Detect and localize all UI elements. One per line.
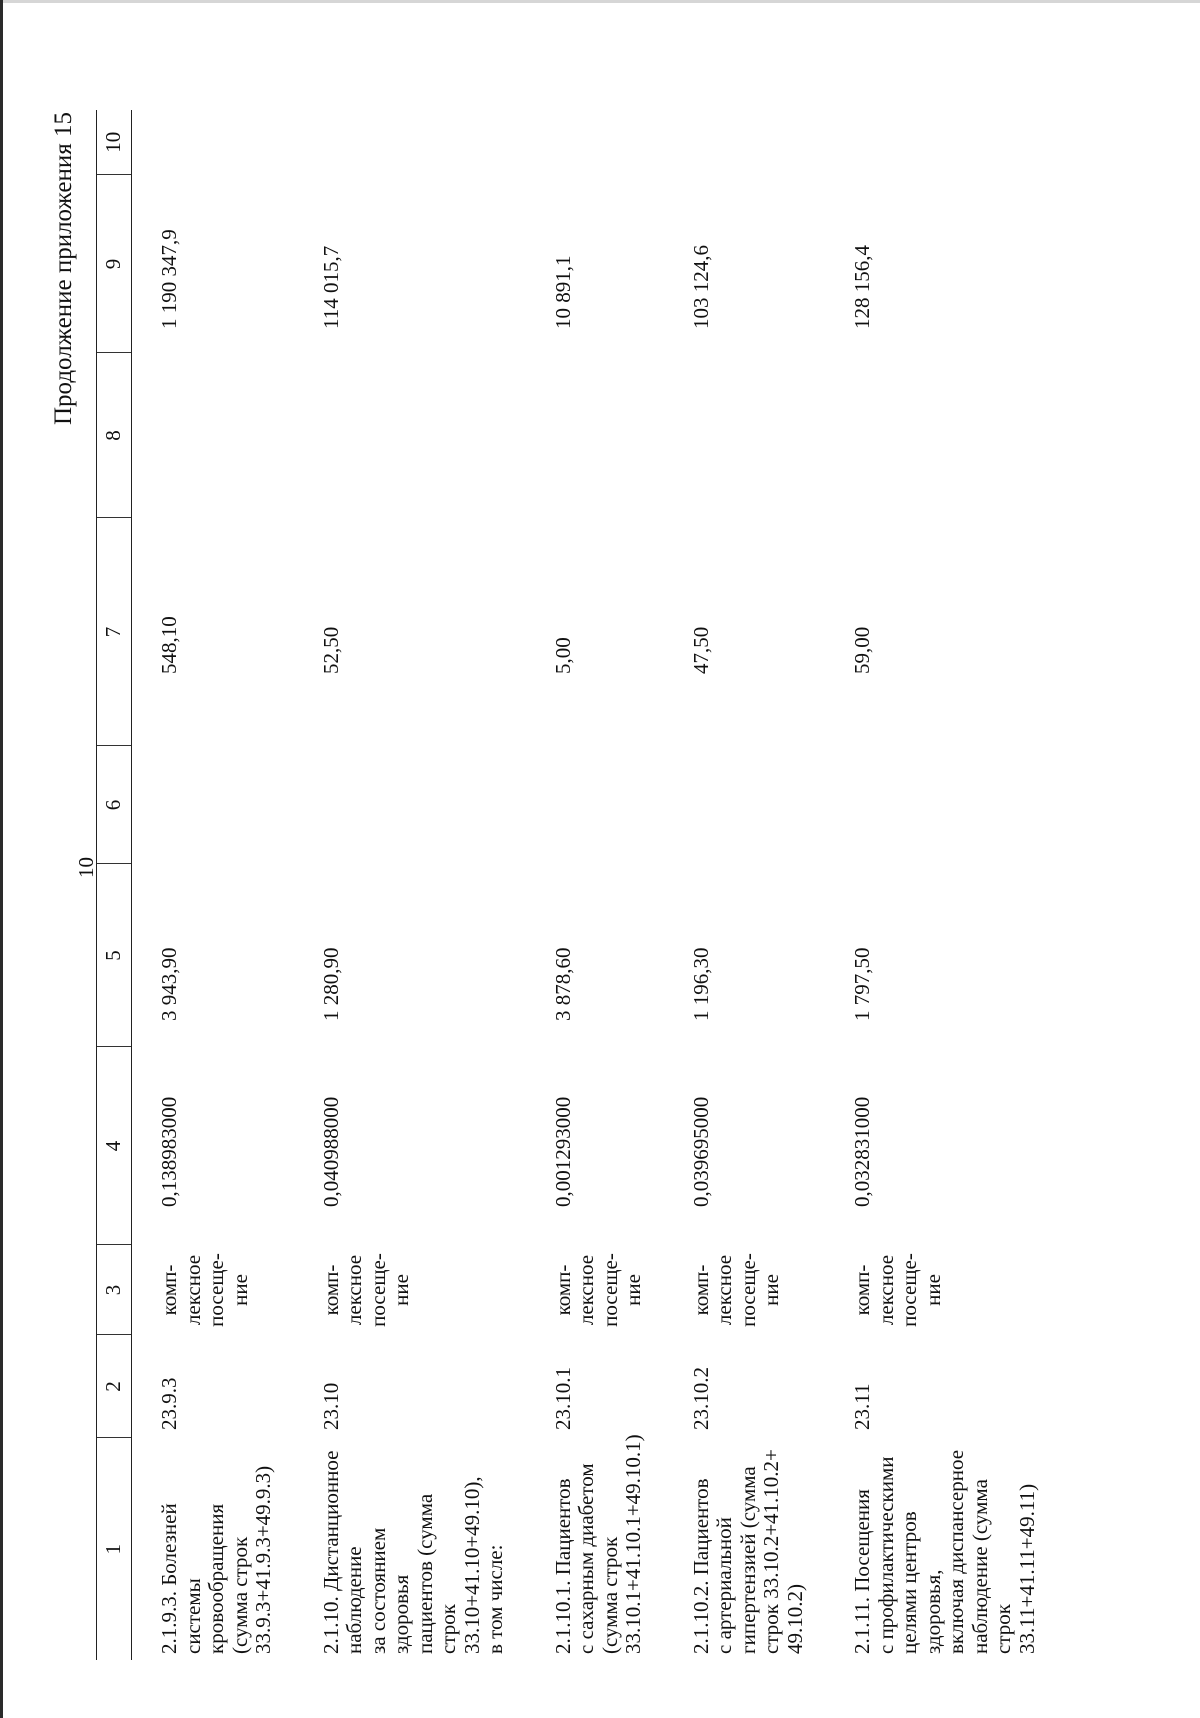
row-value-col5: 1 280,90 bbox=[318, 947, 343, 1021]
row-value-col4: 0,032831000 bbox=[850, 1096, 875, 1207]
row-code: 23.10 bbox=[318, 1382, 343, 1430]
row-code: 23.10.1 bbox=[550, 1367, 575, 1430]
column-header: 8 bbox=[97, 353, 132, 518]
continuation-title: Продолжение приложения 15 bbox=[50, 112, 77, 426]
row-value-col4: 0,040988000 bbox=[318, 1096, 343, 1207]
column-header: 10 bbox=[97, 110, 132, 175]
row-value-col9: 103 124,6 bbox=[688, 245, 713, 329]
row-value-col7: 52,50 bbox=[318, 626, 343, 674]
table-row bbox=[825, 110, 1057, 1660]
row-value-col5: 1 196,30 bbox=[688, 947, 713, 1021]
row-name: 2.1.10. Дистанционное наблюдение за состоянием здоровья пациентов (сумма строк 33.10+41.10+49.10), в том числе: bbox=[318, 1450, 508, 1654]
page-number: 10 bbox=[74, 857, 98, 878]
scan-edge-top bbox=[0, 0, 1200, 3]
row-value-col7: 5,00 bbox=[550, 637, 575, 674]
column-number-header-row bbox=[97, 110, 132, 1660]
appendix-table bbox=[96, 110, 1057, 1660]
row-unit: комп- лексное посеще- ние bbox=[550, 1253, 646, 1327]
row-value-col9: 10 891,1 bbox=[550, 255, 575, 329]
row-value-col9: 128 156,4 bbox=[850, 245, 875, 329]
column-header: 1 bbox=[97, 1438, 132, 1660]
table-row bbox=[294, 110, 526, 1660]
row-value-col4: 0,001293000 bbox=[550, 1096, 575, 1207]
row-value-col4: 0,039695000 bbox=[688, 1096, 713, 1207]
row-name: 2.1.11. Посещения с профилактическими целями центров здоровья, включая диспансерное наблюдение (сумма строк 33.11+41.11+49.11) bbox=[850, 1449, 1039, 1654]
column-header: 5 bbox=[97, 864, 132, 1047]
row-code: 23.10.2 bbox=[688, 1367, 713, 1430]
column-header: 2 bbox=[97, 1335, 132, 1438]
table-row bbox=[132, 110, 294, 1660]
row-name: 2.1.9.3. Болезней системы кровообращения (сумма строк 33.9.3+41.9.3+49.9.3) bbox=[157, 1465, 276, 1654]
column-header: 3 bbox=[97, 1245, 132, 1335]
row-value-col5: 3 943,90 bbox=[157, 947, 181, 1021]
row-value-col7: 59,00 bbox=[850, 626, 875, 674]
row-unit: комп- лексное посеще- ние bbox=[688, 1253, 784, 1327]
row-value-col7: 47,50 bbox=[688, 626, 713, 674]
row-code: 23.11 bbox=[850, 1383, 875, 1430]
row-unit: комп- лексное посеще- ние bbox=[850, 1253, 945, 1327]
rotated-document-sheet bbox=[0, 110, 1040, 1660]
column-header: 7 bbox=[97, 518, 132, 746]
table-row bbox=[664, 110, 826, 1660]
column-header: 4 bbox=[97, 1047, 132, 1245]
row-value-col4: 0,138983000 bbox=[157, 1096, 181, 1207]
row-value-col5: 3 878,60 bbox=[550, 947, 575, 1021]
row-value-col9: 114 015,7 bbox=[318, 245, 343, 329]
row-code: 23.9.3 bbox=[157, 1377, 181, 1430]
column-header: 9 bbox=[97, 175, 132, 353]
row-value-col7: 548,10 bbox=[157, 616, 181, 674]
table-row bbox=[526, 110, 664, 1660]
row-unit: комп- лексное посеще- ние bbox=[318, 1253, 414, 1327]
row-value-col9: 1 190 347,9 bbox=[157, 229, 181, 329]
row-value-col5: 1 797,50 bbox=[850, 947, 875, 1021]
row-name: 2.1.10.1. Пациентов с сахарным диабетом (сумма строк 33.10.1+41.10.1+49.10.1) bbox=[550, 1434, 646, 1654]
row-name: 2.1.10.2. Пациентов с артериальной гипертензией (сумма строк 33.10.2+41.10.2+ 49.10.2) bbox=[688, 1449, 807, 1654]
column-header: 6 bbox=[97, 746, 132, 864]
row-unit: комп- лексное посеще- ние bbox=[157, 1253, 252, 1327]
